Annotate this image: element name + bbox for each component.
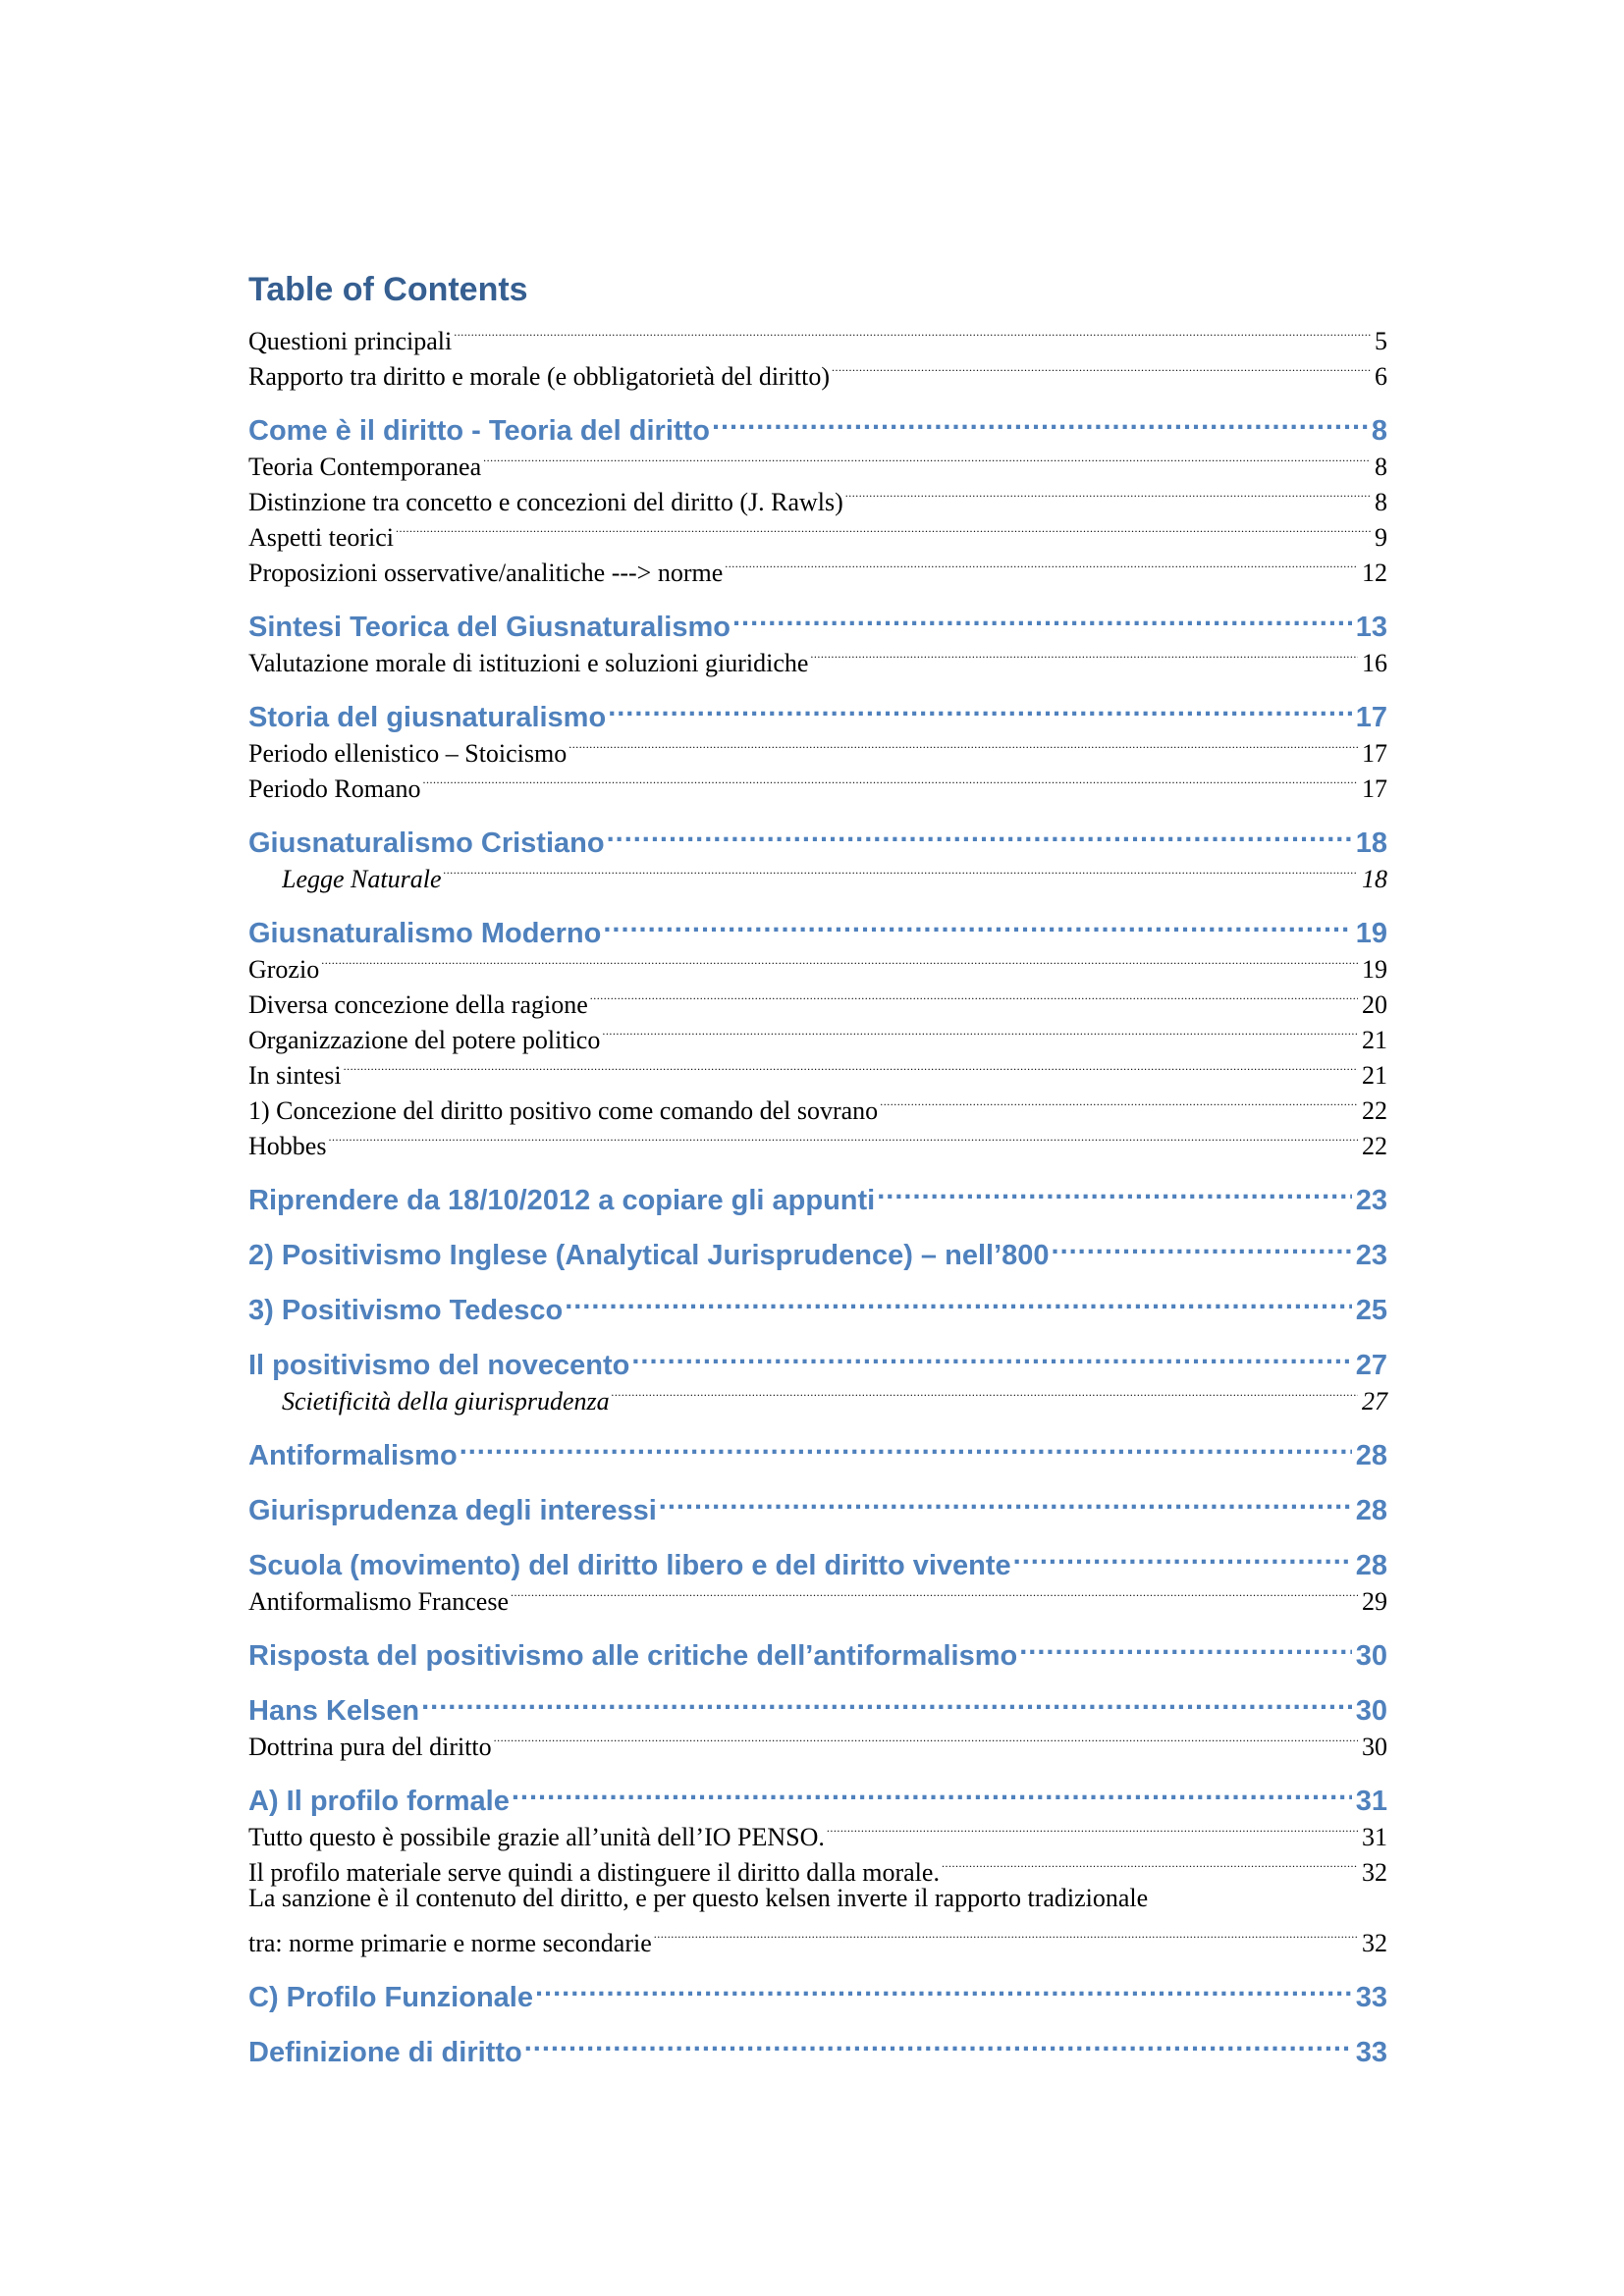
dot-leader [659, 1480, 1352, 1520]
toc-section-entry[interactable] [248, 687, 1387, 733]
dot-leader [877, 1170, 1351, 1209]
toc-entry-page: 8 [1371, 415, 1387, 447]
toc-entry-page: 28 [1355, 1440, 1387, 1471]
toc-entry[interactable] [248, 978, 1387, 1019]
toc-entry-page: 23 [1355, 1240, 1387, 1271]
toc-entry[interactable] [248, 1119, 1387, 1160]
toc-entry[interactable] [248, 1881, 1387, 1957]
dot-leader [942, 1845, 1358, 1881]
toc-entry-page: 33 [1355, 1982, 1387, 2013]
toc-entry-page: 30 [1355, 1695, 1387, 1727]
toc-entry-title: In sintesi [248, 1061, 342, 1090]
toc-entry-page: 19 [1355, 918, 1387, 949]
dot-leader [590, 978, 1358, 1013]
dot-leader [810, 636, 1358, 671]
toc-entry-title: Rapporto tra diritto e morale (e obbligatorietà del diritto) [248, 362, 831, 391]
toc-entry-page: 8 [1375, 488, 1387, 516]
toc-entry-page: 32 [1362, 1858, 1387, 1887]
dot-leader [1019, 1626, 1352, 1665]
toc-list [248, 314, 1387, 2068]
dot-leader [1052, 1225, 1352, 1264]
toc-entry-title: Il positivismo del novecento [248, 1350, 630, 1381]
toc-entry-page: 8 [1375, 453, 1387, 481]
dot-leader [454, 314, 1371, 349]
dot-leader [725, 546, 1358, 581]
toc-entry-title: Proposizioni osservative/analitiche ---> norme [248, 559, 724, 587]
toc-entry[interactable] [248, 942, 1387, 984]
dot-leader [832, 349, 1371, 385]
toc-entry-title: Valutazione morale di istituzioni e soluzioni giuridiche [248, 649, 809, 677]
toc-entry-title: Antiformalismo [248, 1440, 458, 1471]
toc-entry-page: 9 [1375, 523, 1387, 552]
toc-entry-page: 27 [1355, 1350, 1387, 1381]
toc-entry-title: Storia del giusnaturalismo [248, 702, 607, 733]
toc-entry-page: 27 [1362, 1387, 1387, 1415]
toc-entry-title: Hobbes [248, 1132, 327, 1160]
toc-entry-page: 20 [1362, 990, 1387, 1019]
toc-entry-title: Diversa concezione della ragione [248, 990, 588, 1019]
dot-leader [654, 1916, 1358, 1951]
dot-leader [421, 1681, 1352, 1720]
toc-section-entry[interactable] [248, 400, 1387, 447]
toc-entry-page: 19 [1362, 955, 1387, 984]
table-of-contents [248, 265, 1387, 2068]
toc-entry-page: 28 [1355, 1495, 1387, 1526]
toc-entry-title: La sanzione è il contenuto del diritto, e per questo kelsen inverte il rapporto tradizionale [248, 1884, 1149, 1912]
toc-entry-page: 18 [1362, 865, 1387, 893]
toc-section-entry[interactable] [248, 1335, 1387, 1381]
toc-section-entry[interactable] [248, 813, 1387, 859]
dot-leader [396, 510, 1371, 546]
toc-entry-title: Hans Kelsen [248, 1695, 420, 1727]
toc-entry-title: Riprendere da 18/10/2012 a copiare gli appunti [248, 1185, 876, 1216]
toc-section-entry[interactable] [248, 1170, 1387, 1216]
toc-section-entry[interactable] [248, 1535, 1387, 1581]
toc-entry-title: Teoria Contemporanea [248, 453, 482, 481]
toc-entry-title: Antiformalismo Francese [248, 1587, 509, 1616]
toc-entry-title: Definizione di diritto [248, 2037, 522, 2068]
toc-entry-title: 1) Concezione del diritto positivo come comando del sovrano [248, 1096, 879, 1125]
toc-entry-page: 21 [1362, 1026, 1387, 1054]
toc-section-entry[interactable] [248, 1280, 1387, 1326]
toc-entry-title: Grozio [248, 955, 320, 984]
toc-entry-page: 17 [1362, 739, 1387, 768]
dot-leader [880, 1084, 1358, 1119]
dot-leader [827, 1810, 1358, 1845]
toc-entry-title-continued: tra: norme primarie e norme secondarie [248, 1929, 652, 1957]
toc-entry[interactable] [248, 546, 1387, 587]
toc-entry-page: 33 [1355, 2037, 1387, 2068]
toc-entry-page: 22 [1362, 1096, 1387, 1125]
dot-leader [483, 440, 1371, 475]
toc-entry-title: 3) Positivismo Tedesco [248, 1295, 564, 1326]
dot-leader [328, 1119, 1358, 1154]
toc-entry-page: 31 [1355, 1786, 1387, 1817]
toc-entry-title: Scuola (movimento) del diritto libero e del diritto vivente [248, 1550, 1011, 1581]
dot-leader [608, 687, 1352, 726]
toc-entry-title: Giurisprudenza degli interessi [248, 1495, 657, 1526]
toc-section-entry[interactable] [248, 1225, 1387, 1271]
dot-leader [460, 1425, 1352, 1465]
dot-leader [511, 1575, 1358, 1610]
toc-entry-page: 32 [1362, 1929, 1387, 1957]
toc-section-entry[interactable] [248, 1425, 1387, 1471]
toc-entry-title: Dottrina pura del diritto [248, 1733, 492, 1761]
toc-entry-title: Sintesi Teorica del Giusnaturalismo [248, 612, 731, 643]
dot-leader [732, 597, 1352, 636]
toc-entry-page: 29 [1362, 1587, 1387, 1616]
toc-entry-title: Tutto questo è possibile grazie all’unità dell’IO PENSO. [248, 1823, 825, 1851]
dot-leader [524, 2022, 1352, 2061]
toc-entry-page: 30 [1355, 1640, 1387, 1672]
toc-entry-page: 30 [1362, 1733, 1387, 1761]
toc-entry-page: 28 [1355, 1550, 1387, 1581]
toc-entry-title: Giusnaturalismo Cristiano [248, 828, 605, 859]
dot-leader [607, 813, 1352, 852]
toc-entry-title: Periodo Romano [248, 774, 421, 803]
toc-entry-page: 18 [1355, 828, 1387, 859]
toc-entry-title: Questioni principali [248, 327, 453, 355]
toc-section-entry[interactable] [248, 2022, 1387, 2068]
toc-entry-page: 23 [1355, 1185, 1387, 1216]
toc-entry-page: 31 [1362, 1823, 1387, 1851]
toc-section-entry[interactable] [248, 1771, 1387, 1817]
toc-entry-title: Risposta del positivismo alle critiche dell’antiformalismo [248, 1640, 1018, 1672]
toc-entry-title: Come è il diritto - Teoria del diritto [248, 415, 710, 447]
toc-entry-page: 25 [1355, 1295, 1387, 1326]
toc-entry-title: Giusnaturalismo Moderno [248, 918, 602, 949]
toc-entry-title: Il profilo materiale serve quindi a distinguere il diritto dalla morale. [248, 1858, 940, 1887]
toc-entry-page: 21 [1362, 1061, 1387, 1090]
dot-leader [612, 1374, 1358, 1410]
toc-entry-title: Distinzione tra concetto e concezioni del diritto (J. Rawls) [248, 488, 843, 516]
toc-section-entry[interactable] [248, 903, 1387, 949]
dot-leader [712, 400, 1368, 440]
dot-leader [423, 762, 1359, 797]
toc-entry[interactable] [248, 314, 1387, 355]
toc-entry-title: 2) Positivismo Inglese (Analytical Jurisprudence) – nell’800 [248, 1240, 1050, 1271]
toc-entry-page: 13 [1355, 612, 1387, 643]
dot-leader [631, 1335, 1351, 1374]
toc-section-entry[interactable] [248, 597, 1387, 643]
dot-leader [568, 726, 1358, 762]
toc-section-entry[interactable] [248, 1626, 1387, 1672]
toc-entry-page: 16 [1362, 649, 1387, 677]
dot-leader [1013, 1535, 1352, 1575]
toc-heading: Table of Contents [248, 271, 528, 308]
toc-entry-page: 17 [1362, 774, 1387, 803]
toc-entry-title: A) Il profilo formale [248, 1786, 510, 1817]
toc-entry-page: 22 [1362, 1132, 1387, 1160]
toc-entry-title: Aspetti teorici [248, 523, 395, 552]
dot-leader [845, 475, 1371, 510]
dot-leader [344, 1048, 1358, 1084]
toc-entry[interactable] [248, 1084, 1387, 1125]
toc-entry-title: C) Profilo Funzionale [248, 1982, 533, 2013]
dot-leader [444, 852, 1359, 887]
toc-entry-page: 6 [1375, 362, 1387, 391]
dot-leader [535, 1967, 1352, 2006]
toc-entry-page: 5 [1375, 327, 1387, 355]
toc-entry-title: Scietificità della giurisprudenza [282, 1387, 610, 1415]
toc-entry-title: Organizzazione del potere politico [248, 1026, 601, 1054]
toc-section-entry[interactable] [248, 1681, 1387, 1727]
toc-entry[interactable] [248, 1048, 1387, 1090]
dot-leader [602, 1013, 1358, 1048]
toc-entry-page: 12 [1362, 559, 1387, 587]
dot-leader [321, 942, 1358, 978]
dot-leader [494, 1720, 1358, 1755]
toc-section-entry[interactable] [248, 1967, 1387, 2013]
toc-entry-page: 17 [1355, 702, 1387, 733]
toc-entry[interactable] [248, 510, 1387, 552]
toc-section-entry[interactable] [248, 1480, 1387, 1526]
dot-leader [512, 1771, 1352, 1810]
dot-leader [565, 1280, 1352, 1319]
dot-leader [603, 903, 1351, 942]
toc-entry-title: Periodo ellenistico – Stoicismo [248, 739, 568, 768]
toc-entry-title: Legge Naturale [282, 865, 442, 893]
